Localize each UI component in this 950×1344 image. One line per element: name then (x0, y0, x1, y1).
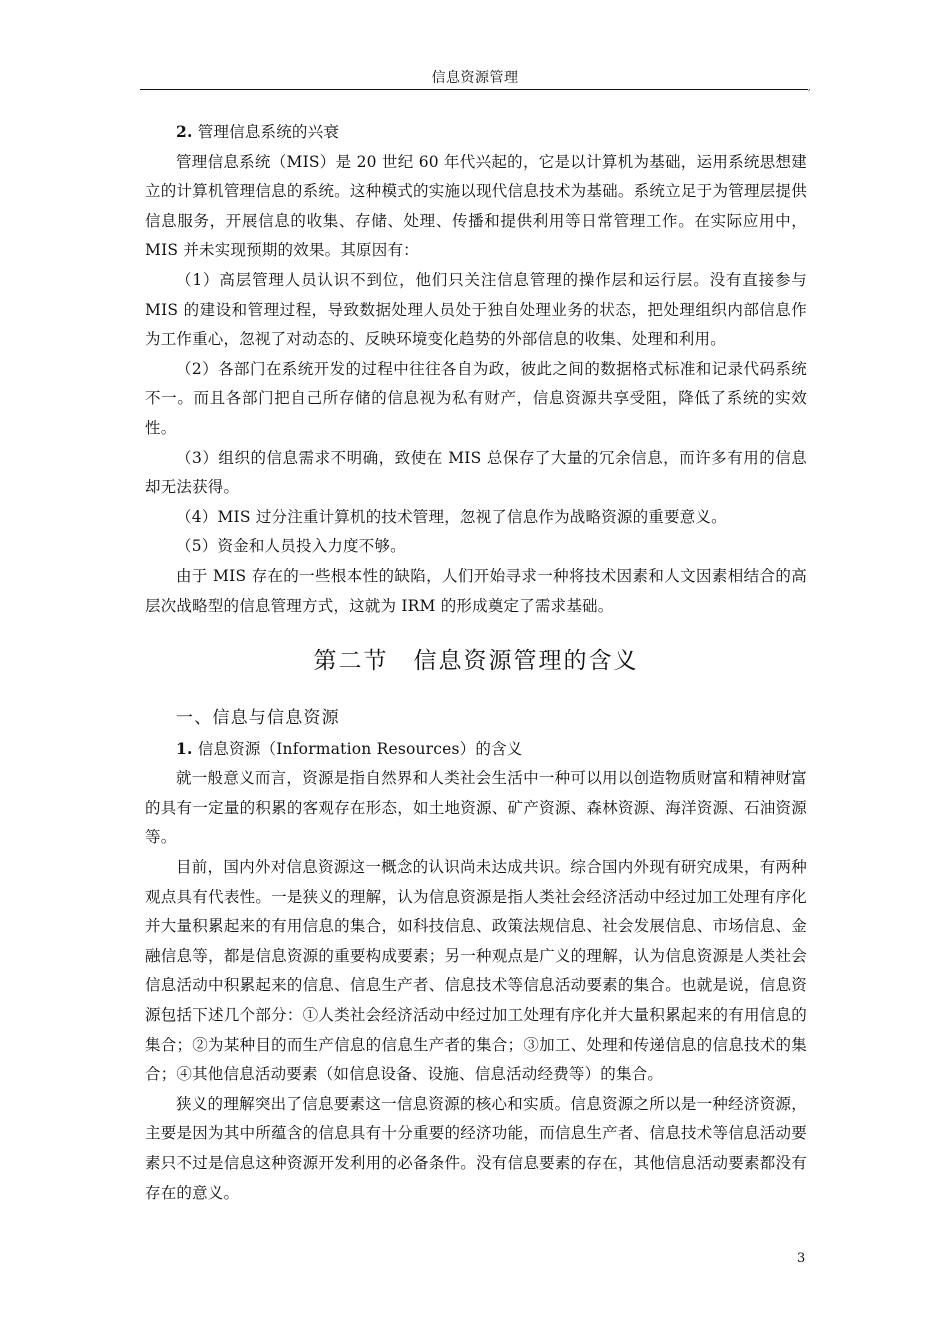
paragraph: 就一般意义而言，资源是指自然界和人类社会生活中一种可以用以创造物质财富和精神财富的具有一定量的积累的客观存在形态，如土地资源、矿产资源、森林资源、海洋资源、石油资源等。 (145, 769, 807, 847)
subheading-info-resources (145, 734, 807, 765)
reason-item: （5）资金和人员投入力度不够。 (176, 537, 406, 556)
subheading-number: 2. (176, 122, 193, 141)
subheading-text: 管理信息系统的兴衰 (192, 123, 340, 141)
header-mark: , (808, 83, 811, 92)
paragraph-mis-intro: 管理信息系统（MIS）是 20 世纪 60 年代兴起的，它是以计算机为基础，运用系统思想建立的计算机管理信息的系统。这种模式的实施以现代信息技术为基础。系统立足于为管理层提供信息服务，开展信息的收集、存储、处理、传播和提供利用等日常管理工作。在实际应用中，MIS 并未实现预期的效果。其原因有： (145, 152, 807, 260)
paragraph: 目前，国内外对信息资源这一概念的认识尚未达成共识。综合国内外现有研究成果，有两种观点具有代表性。一是狭义的理解，认为信息资源是指人类社会经济活动中经过加工处理有序化并大量积累起来的有用信息的集合，如科技信息、政策法规信息、社会发展信息、市场信息、金融信息等，都是信息资源的重要构成要素；另一种观点是广义的理解，认为信息资源是人类社会信息活动中积累起来的信息、信息生产者、信息技术等信息活动要素的集合。也就是说，信息资源包括下述几个部分：①人类社会经济活动中经过加工处理有序化并大量积累起来的有用信息的集合；②为某种目的而生产信息的信息生产者的集合；③加工、处理和传递信息的信息技术的集合；④其他信息活动要素（如信息设备、设施、信息活动经费等）的集合。 (145, 858, 807, 1084)
paragraph: 狭义的理解突出了信息要素这一信息资源的核心和实质。信息资源之所以是一种经济资源，主要是因为其中所蕴含的信息具有十分重要的经济功能，而信息生产者、信息技术等信息活动要素只不过是信息这种资源开发利用的必备条件。没有信息要素的存在，其他信息活动要素都没有存在的意义。 (145, 1094, 807, 1202)
paragraph-mis-conclusion: 由于 MIS 存在的一些根本性的缺陷，人们开始寻求一种将技术因素和人文因素相结合的高层次战略型的信息管理方式，这就为 IRM 的形成奠定了需求基础。 (145, 566, 807, 615)
subheading-text: 信息资源（Information Resources）的含义 (192, 739, 523, 758)
reason-item: （4）MIS 过分注重计算机的技术管理，忽视了信息作为战略资源的重要意义。 (176, 507, 727, 526)
running-header: 信息资源管理 (431, 70, 519, 86)
reason-item: （2）各部门在系统开发的过程中往往各自为政，彼此之间的数据格式标准和记录代码系统不一。而且各部门把自己所存储的信息视为私有财产，信息资源共享受阻，降低了系统的实效性。 (145, 359, 807, 437)
body-content (145, 117, 807, 1208)
subheading-number: 1. (176, 738, 193, 758)
reason-item: （3）组织的信息需求不明确，致使在 MIS 总保存了大量的冗余信息，而许多有用的信息却无法获得。 (145, 448, 807, 497)
header-divider (140, 89, 808, 90)
page-number: 3 (797, 1251, 806, 1266)
subheading-mis-rise-fall (145, 117, 807, 148)
section-title: 第二节 信息资源管理的含义 (313, 648, 639, 675)
reason-item: （1）高层管理人员认识不到位，他们只关注信息管理的操作层和运行层。没有直接参与 MIS 的建设和管理过程，导致数据处理人员处于独自处理业务的状态，把处理组织内部信息作为工作重心，忽视了对动态的、反映环境变化趋势的外部信息的收集、处理和利用。 (145, 270, 807, 349)
subsection-title: 一、信息与信息资源 (176, 708, 340, 729)
